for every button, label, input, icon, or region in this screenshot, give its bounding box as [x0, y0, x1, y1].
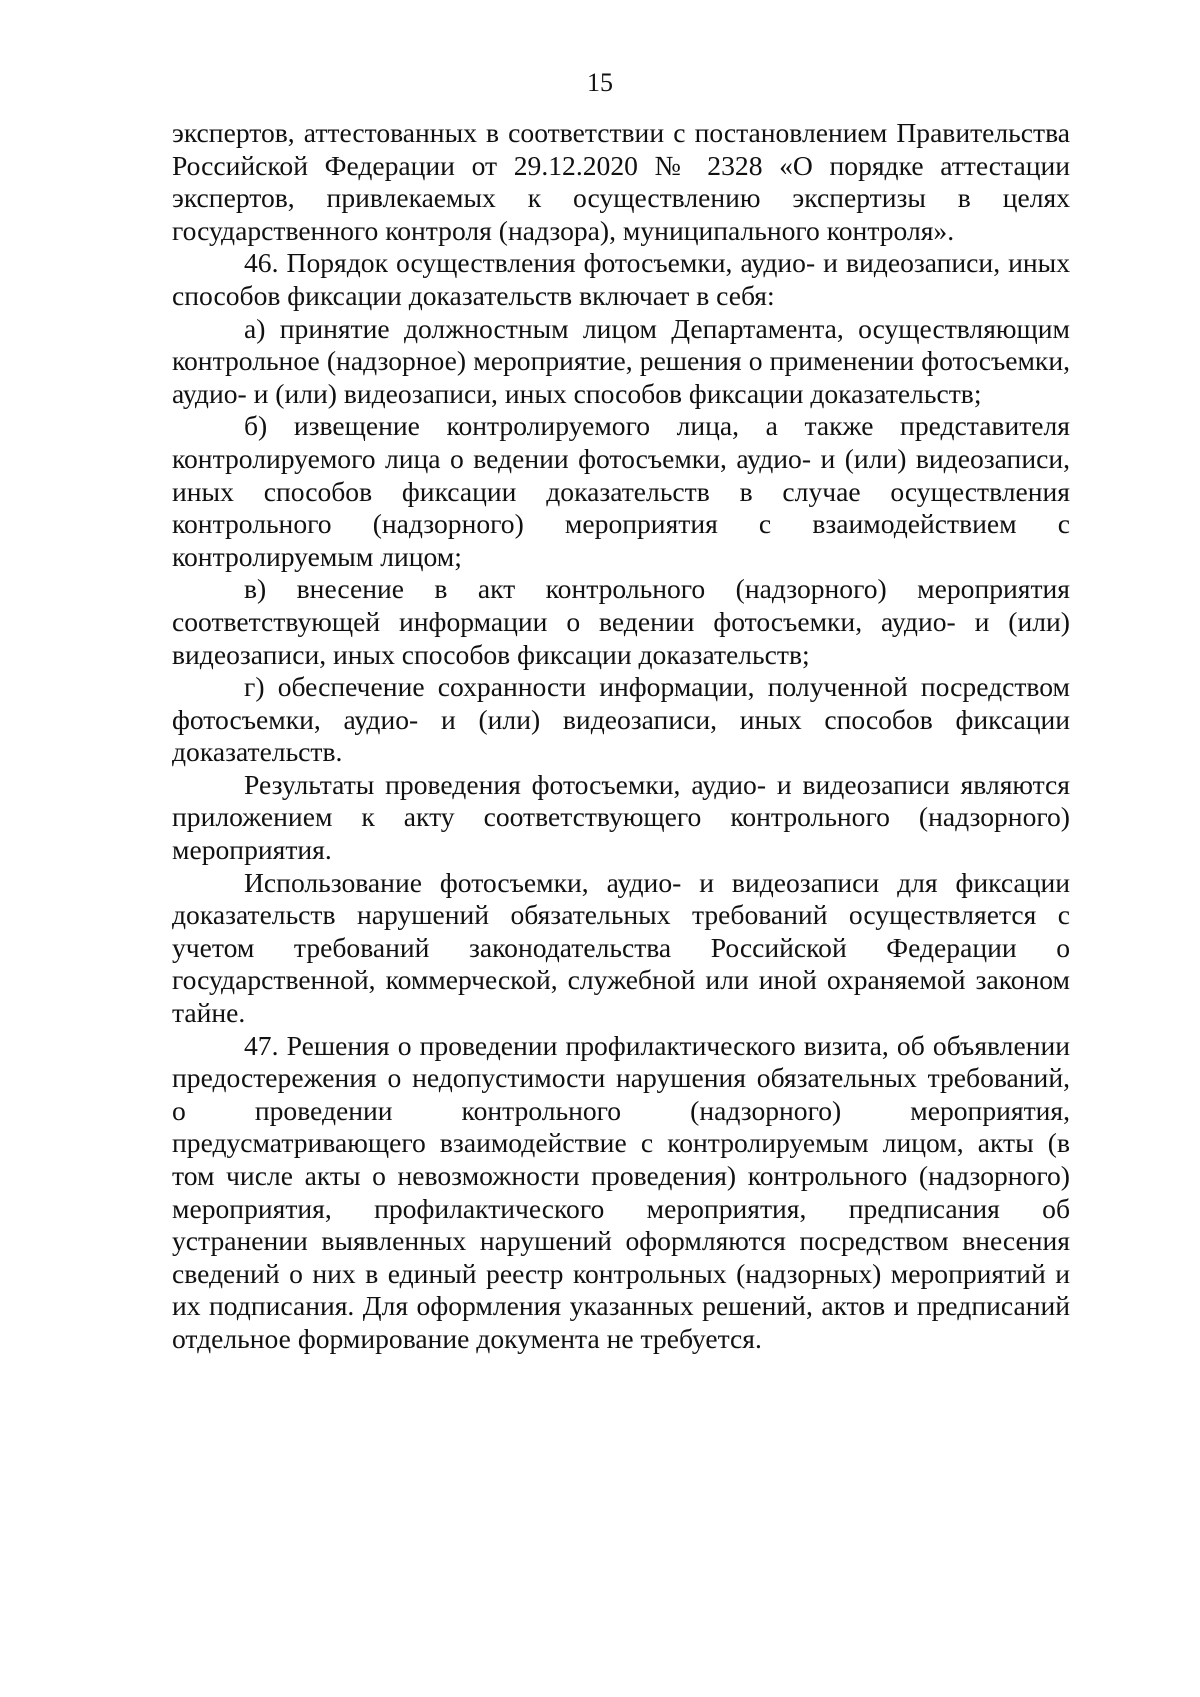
paragraph-subitem-g: г) обеспечение сохранности информации, полученной посредством фотосъемки, аудио- и (или) видеозаписи, иных способов фиксации доказательств. — [172, 671, 1070, 768]
paragraph-subitem-v: в) внесение в акт контрольного (надзорного) мероприятия соответствующей информации о ведении фотосъемки, аудио- и (или) видеозаписи, иных способов фиксации доказательств; — [172, 573, 1070, 670]
document-body — [172, 117, 1070, 1356]
paragraph-subitem-b: б) извещение контролируемого лица, а также представителя контролируемого лица о ведении фотосъемки, аудио- и (или) видеозаписи, иных способов фиксации доказательств в случае осуществления контрольного (надзорного) мероприятия с взаимодействием с контролируемым лицом; — [172, 410, 1070, 572]
paragraph-continuation: экспертов, аттестованных в соответствии с постановлением Правительства Российской Федерации от 29.12.2020 № 2328 «О порядке аттестации экспертов, привлекаемых к осуществлению экспертизы в целях государственного контроля (надзора), муниципального контроля». — [172, 117, 1070, 246]
paragraph-item-46: 46. Порядок осуществления фотосъемки, аудио- и видеозаписи, иных способов фиксации доказательств включает в себя: — [172, 247, 1070, 311]
paragraph-results: Результаты проведения фотосъемки, аудио- и видеозаписи являются приложением к акту соответствующего контрольного (надзорного) мероприятия. — [172, 768, 1070, 866]
paragraph-usage: Использование фотосъемки, аудио- и видеозаписи для фиксации доказательств нарушений обязательных требований осуществляется с учетом требований законодательства Российской Федерации о государственной, коммерческой, служебной или иной охраняемой законом тайне. — [172, 866, 1070, 1029]
paragraph-subitem-a: а) принятие должностным лицом Департамента, осуществляющим контрольное (надзорное) мероприятие, решения о применении фотосъемки, аудио- и (или) видеозаписи, иных способов фиксации доказательств; — [172, 312, 1070, 409]
paragraph-item-47: 47. Решения о проведении профилактического визита, об объявлении предостережения о недопустимости нарушения обязательных требований, о проведении контрольного (надзорного) мероприятия, предусматривающего взаимодействие с контролируемым лицом, акты (в том числе акты о невозможности проведения) контрольного (надзорного) мероприятия, профилактического мероприятия, предписания об устранении выявленных нарушений оформляются посредством внесения сведений о них в единый реестр контрольных (надзорных) мероприятий и их подписания. Для оформления указанных решений, актов и предписаний отдельное формирование документа не требуется. — [172, 1029, 1070, 1354]
page-number: 15 — [587, 68, 613, 97]
